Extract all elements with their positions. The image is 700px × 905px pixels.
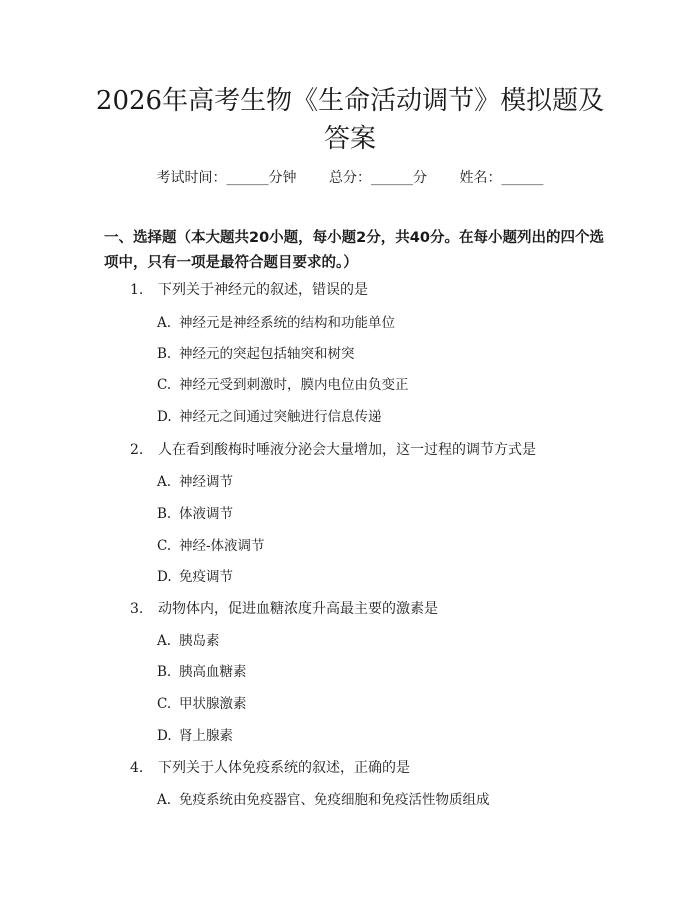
option-text: 肾上腺素 [179, 728, 233, 744]
question-3-option-a [157, 631, 597, 651]
student-name-field: 姓名：______ [459, 170, 544, 186]
question-1 [130, 280, 600, 300]
option-text: 免疫系统由免疫器官、免疫细胞和免疫活性物质组成 [179, 792, 490, 808]
option-text: 神经元受到刺激时，膜内电位由负变正 [179, 377, 409, 393]
question-4 [130, 758, 600, 778]
option-text: 免疫调节 [179, 569, 233, 585]
option-letter: C. [157, 696, 172, 712]
option-text: 体液调节 [179, 506, 233, 522]
question-stem: 下列关于神经元的叙述，错误的是 [158, 282, 368, 298]
section-heading-line-2: 项中，只有一项是最符合题目要求的。） [104, 255, 358, 271]
question-4-option-a [157, 790, 597, 810]
option-text: 胰高血糖素 [179, 664, 247, 680]
question-number: 4. [130, 760, 144, 776]
question-3-option-d [157, 726, 597, 746]
option-letter: C. [157, 377, 172, 393]
title-line-1: 2026年高考生物《生命活动调节》模拟题及 [95, 86, 605, 116]
option-letter: A. [157, 315, 172, 331]
question-2-option-a [157, 472, 597, 492]
option-text: 胰岛素 [179, 633, 220, 649]
section-heading-line-1: 一、选择题（本大题共20小题，每小题2分，共40分。在每小题列出的四个选 [104, 230, 604, 246]
question-number: 3. [130, 601, 144, 617]
question-2-option-d [157, 567, 597, 587]
option-letter: A. [157, 633, 172, 649]
option-text: 神经元是神经系统的结构和功能单位 [179, 315, 395, 331]
option-letter: D. [157, 569, 172, 585]
question-stem: 人在看到酸梅时唾液分泌会大量增加，这一过程的调节方式是 [158, 442, 536, 458]
page-title [60, 82, 640, 158]
option-letter: A. [157, 792, 172, 808]
section-heading [104, 226, 604, 276]
question-stem: 动物体内，促进血糖浓度升高最主要的激素是 [158, 601, 438, 617]
question-1-option-d [157, 407, 597, 427]
option-text: 神经元的突起包括轴突和树突 [179, 346, 355, 362]
total-score-field: 总分：______分 [329, 170, 427, 186]
question-2 [130, 440, 600, 460]
question-1-option-b [157, 344, 597, 364]
question-3 [130, 599, 600, 619]
option-letter: D. [157, 728, 172, 744]
title-line-2: 答案 [323, 124, 376, 154]
exam-time-field: 考试时间：______分钟 [156, 170, 297, 186]
exam-meta-line [0, 168, 700, 188]
question-3-option-c [157, 694, 597, 714]
option-text: 神经元之间通过突触进行信息传递 [179, 409, 382, 425]
question-2-option-b [157, 504, 597, 524]
option-letter: B. [157, 664, 172, 680]
option-letter: B. [157, 346, 172, 362]
question-number: 2. [130, 442, 144, 458]
question-3-option-b [157, 662, 597, 682]
question-1-option-c [157, 375, 597, 395]
option-letter: B. [157, 506, 172, 522]
question-stem: 下列关于人体免疫系统的叙述，正确的是 [158, 760, 410, 776]
option-text: 神经-体液调节 [179, 538, 265, 554]
question-2-option-c [157, 536, 597, 556]
option-text: 甲状腺激素 [179, 696, 247, 712]
question-number: 1. [130, 282, 144, 298]
question-1-option-a [157, 313, 597, 333]
option-letter: C. [157, 538, 172, 554]
option-text: 神经调节 [179, 474, 233, 490]
option-letter: D. [157, 409, 172, 425]
option-letter: A. [157, 474, 172, 490]
